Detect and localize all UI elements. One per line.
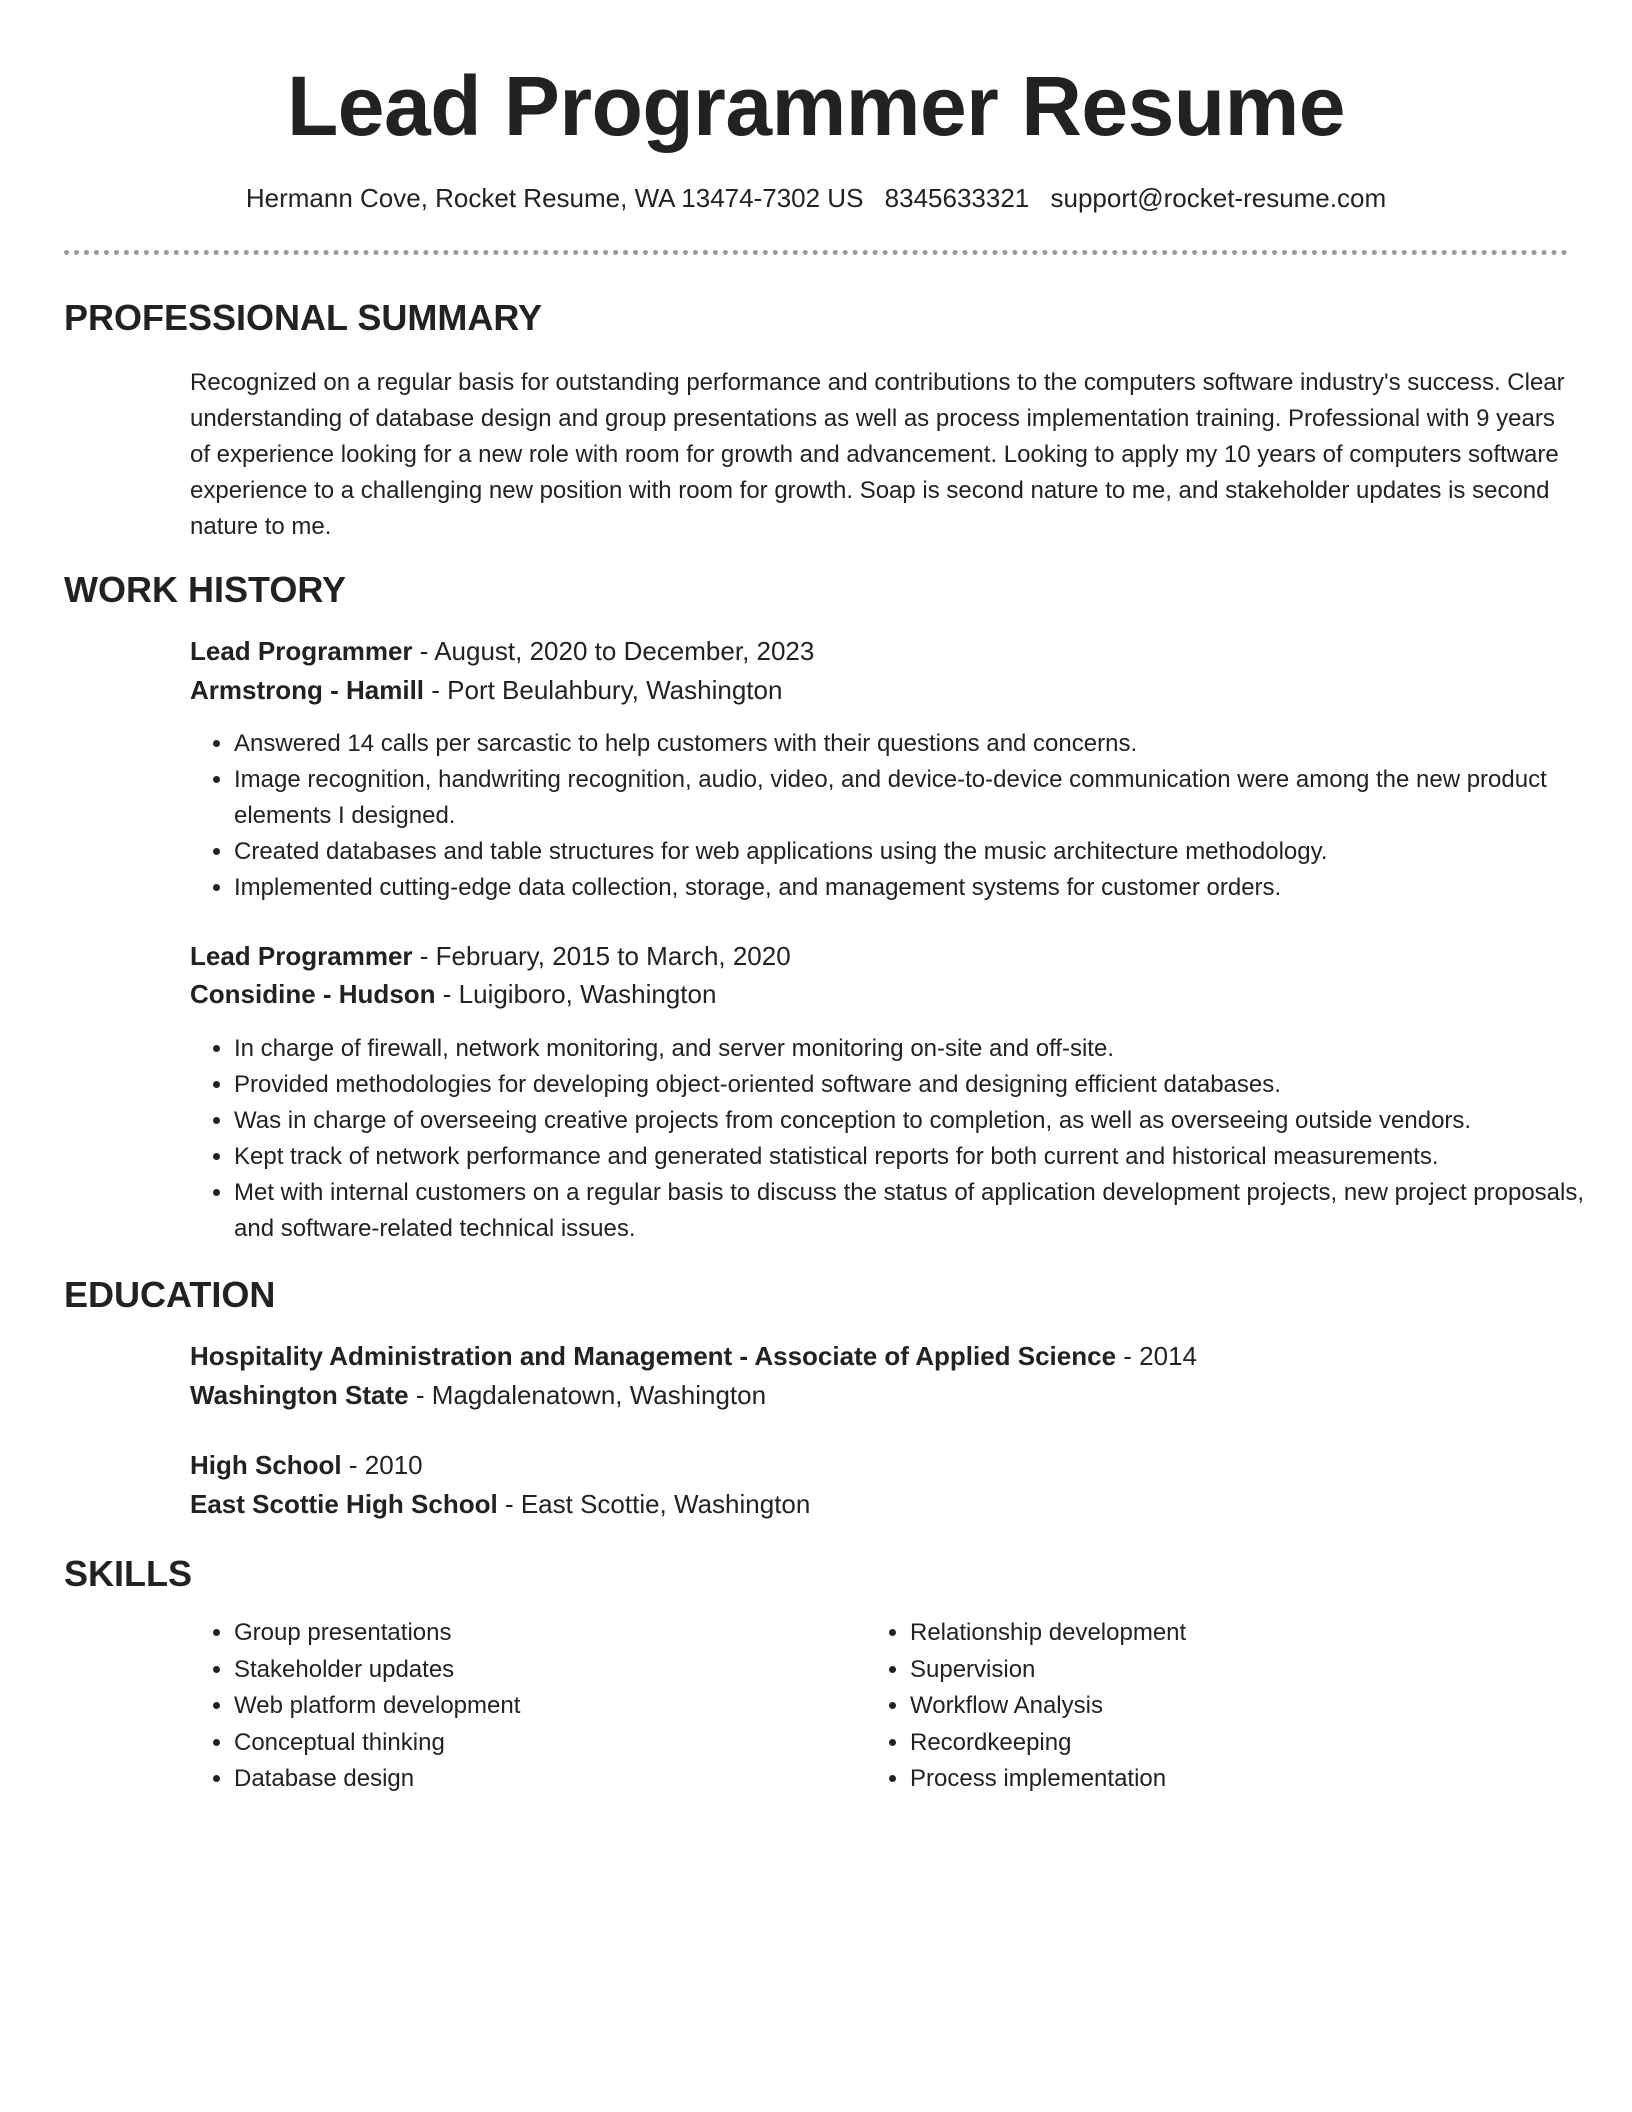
education-1-degree-line <box>190 1338 1197 1374</box>
job-1-company: Armstrong - Hamill <box>190 675 425 705</box>
education-2-year: - 2010 <box>341 1450 423 1480</box>
skills-list-left <box>190 1615 834 1798</box>
education-2-location: - East Scottie, Washington <box>497 1489 811 1519</box>
job-1-location: - Port Beulahbury, Washington <box>424 675 783 705</box>
list-item: • Kept track of network performance and generated statistical reports for both current and historical measurements. <box>234 1139 1594 1175</box>
resume-title: Lead Programmer Resume <box>286 59 1346 153</box>
list-item: • Answered 14 calls per sarcastic to help customers with their questions and concerns. <box>234 726 1594 762</box>
job-2-title-line <box>190 938 791 974</box>
work-history-heading: WORK HISTORY <box>64 569 347 610</box>
contact-phone: 8345633321 <box>884 183 1030 213</box>
job-2-title: Lead Programmer <box>190 941 413 971</box>
job-1-duties <box>190 726 1594 906</box>
list-item: • Met with internal customers on a regular basis to discuss the status of application development projects, new project proposals, and software-related technical issues. <box>234 1175 1594 1247</box>
education-2-school: East Scottie High School <box>190 1489 498 1519</box>
list-item: • Implemented cutting-edge data collection, storage, and management systems for customer orders. <box>234 870 1594 906</box>
job-2-duties <box>190 1031 1594 1247</box>
list-item: • Workflow Analysis <box>910 1688 1510 1725</box>
list-item: • Supervision <box>910 1652 1510 1689</box>
job-2-company-line <box>190 976 716 1012</box>
education-1-location: - Magdalenatown, Washington <box>408 1380 767 1410</box>
education-2-degree-line <box>190 1447 423 1483</box>
education-heading: EDUCATION <box>64 1274 276 1315</box>
list-item: • Process implementation <box>910 1761 1510 1798</box>
list-item: • Group presentations <box>234 1615 834 1652</box>
job-1-company-line <box>190 672 782 708</box>
summary-heading: PROFESSIONAL SUMMARY <box>64 297 543 338</box>
list-item: • Recordkeeping <box>910 1725 1510 1762</box>
summary-text: Recognized on a regular basis for outstanding performance and contributions to the computers software industry's success. Clear understanding of database design and group presentations as well as process implementation training. Professional with 9 years of experience looking for a new role with room for growth and advancement. Looking to apply my 10 years of computers software experience to a challenging new position with room for growth. Soap is second nature to me, and stakeholder updates is second nature to me. <box>190 369 1565 540</box>
contact-email: support@rocket-resume.com <box>1050 183 1387 213</box>
contact-address: Hermann Cove, Rocket Resume, WA 13474-7302 US <box>245 183 864 213</box>
education-1-school: Washington State <box>190 1380 409 1410</box>
list-item: • Database design <box>234 1761 834 1798</box>
list-item: • Provided methodologies for developing object-oriented software and designing efficient databases. <box>234 1067 1594 1103</box>
list-item: • Created databases and table structures for web applications using the music architecture methodology. <box>234 834 1594 870</box>
job-1-dates: - August, 2020 to December, 2023 <box>412 636 815 666</box>
list-item: • Relationship development <box>910 1615 1510 1652</box>
job-2-dates: - February, 2015 to March, 2020 <box>412 941 791 971</box>
skills-heading: SKILLS <box>64 1553 193 1594</box>
job-2-location: - Luigiboro, Washington <box>435 979 717 1009</box>
education-2-school-line <box>190 1486 810 1522</box>
list-item: • In charge of firewall, network monitoring, and server monitoring on-site and off-site. <box>234 1031 1594 1067</box>
list-item: • Conceptual thinking <box>234 1725 834 1762</box>
education-1-degree: Hospitality Administration and Management - Associate of Applied Science <box>190 1341 1117 1371</box>
job-1-title-line <box>190 633 814 669</box>
job-2-company: Considine - Hudson <box>190 979 436 1009</box>
education-1-year: - 2014 <box>1116 1341 1197 1371</box>
header-divider <box>64 250 1568 255</box>
list-item: • Was in charge of overseeing creative projects from conception to completion, as well as overseeing outside vendors. <box>234 1103 1594 1139</box>
list-item: • Image recognition, handwriting recognition, audio, video, and device-to-device communication were among the new product elements I designed. <box>234 762 1594 834</box>
job-1-title: Lead Programmer <box>190 636 413 666</box>
contact-line <box>0 180 1632 216</box>
education-2-degree: High School <box>190 1450 342 1480</box>
education-1-school-line <box>190 1377 766 1413</box>
skills-list-right <box>866 1615 1510 1798</box>
list-item: • Stakeholder updates <box>234 1652 834 1689</box>
list-item: • Web platform development <box>234 1688 834 1725</box>
